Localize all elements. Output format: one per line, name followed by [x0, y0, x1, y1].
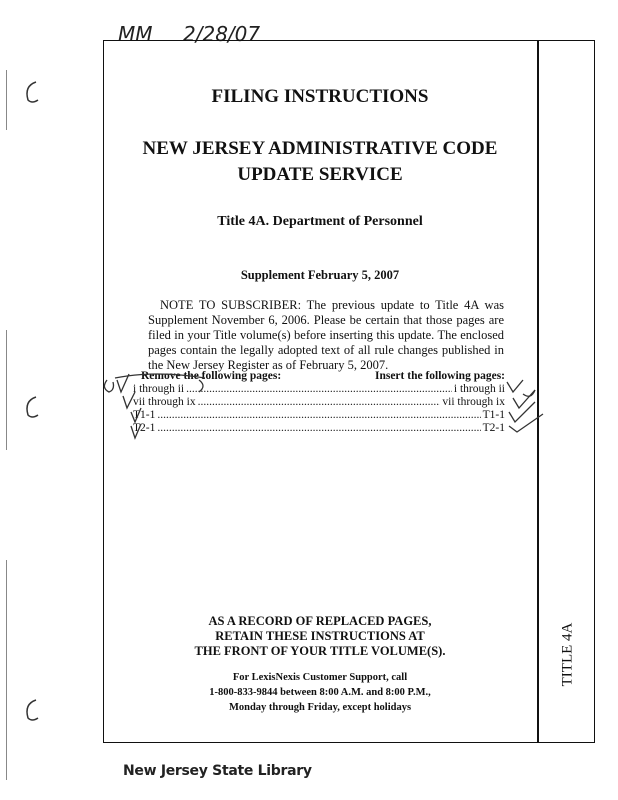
- remove-pages: T1-1: [133, 409, 156, 421]
- tab-label: TITLE 4A: [559, 622, 576, 687]
- library-stamp: New Jersey State Library: [123, 763, 312, 779]
- handwritten-initials: MM: [118, 22, 153, 46]
- code-title-line1: NEW JERSEY ADMINISTRATIVE CODE: [142, 138, 498, 159]
- record-line-1: AS A RECORD OF REPLACED PAGES,: [208, 614, 432, 628]
- insert-pages: i through ii: [453, 383, 505, 395]
- support-line-1: For LexisNexis Customer Support, call: [232, 672, 408, 683]
- check-marks-icon: [95, 366, 595, 466]
- page-title: FILING INSTRUCTIONS: [211, 86, 429, 107]
- supplement-date: Supplement February 5, 2007: [240, 268, 400, 282]
- margin-line-top: [6, 70, 7, 130]
- insert-pages: T1-1: [482, 409, 505, 421]
- subscriber-note: NOTE TO SUBSCRIBER: The previous update to Title 4A was Supplement November 6, 2006. Please be certain that those pages are filed in your Title volume(s) before inserting this update. The enclosed pages contain the legally adopted text of all rule changes published in the New Jersey Register as of February 5, 2007.: [148, 298, 504, 372]
- remove-pages: i through ii: [133, 383, 185, 395]
- code-title-line2: UPDATE SERVICE: [237, 164, 403, 185]
- binder-hole-icon: [22, 395, 40, 421]
- handwritten-date: 2/28/07: [183, 22, 261, 46]
- support-line-2: 1-800-833-9844 between 8:00 A.M. and 8:00 P.M.,: [209, 687, 431, 698]
- title-tab: [548, 610, 588, 700]
- remove-pages: vii through ix: [133, 396, 196, 408]
- title-section: Title 4A. Department of Personnel: [217, 214, 423, 229]
- margin-line-middle: [6, 330, 7, 450]
- record-line-2: RETAIN THESE INSTRUCTIONS AT: [215, 629, 425, 643]
- record-line-3: THE FRONT OF YOUR TITLE VOLUME(S).: [194, 644, 446, 658]
- insert-pages: vii through ix: [442, 396, 505, 408]
- binder-hole-icon: [22, 698, 40, 724]
- insert-pages: T2-1: [482, 422, 505, 434]
- binder-hole-icon: [22, 80, 40, 106]
- remove-pages: T2-1: [133, 422, 156, 434]
- remove-header: Remove the following pages:: [141, 370, 282, 382]
- insert-header: Insert the following pages:: [374, 370, 505, 382]
- support-line-3: Monday through Friday, except holidays: [228, 702, 412, 713]
- margin-line-bottom: [6, 560, 7, 780]
